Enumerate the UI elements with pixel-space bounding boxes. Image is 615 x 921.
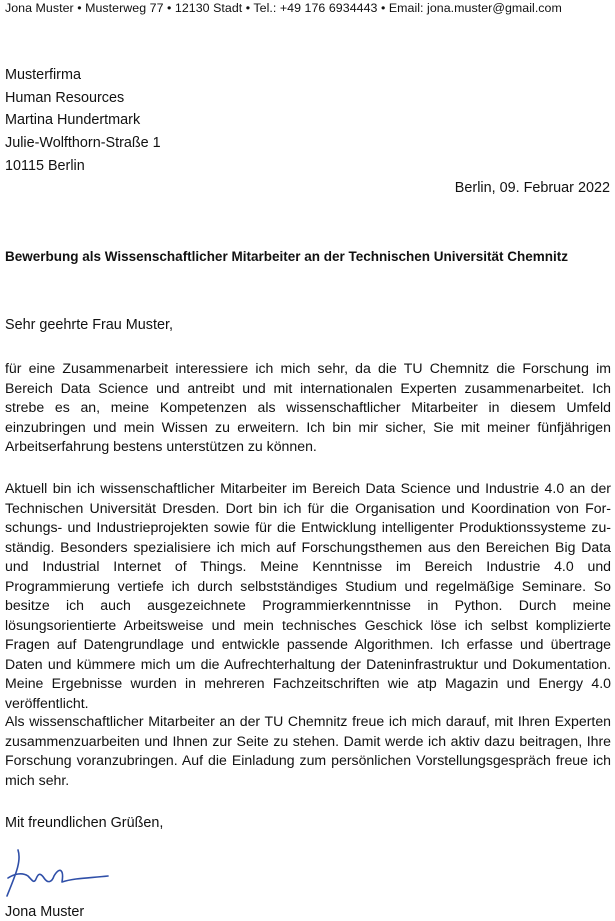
signer-name: Jona Muster xyxy=(5,904,85,920)
salutation: Sehr geehrte Frau Muster, xyxy=(5,317,173,333)
paragraph-experience: Aktuell bin ich wissenschaftlicher Mitarbeiter im Bereich Data Science und Industrie 4.0 an der Technischen Universität Dresden. Dort bin ich für die Organisation und Koordination von Forschungs- und Industrieprojekten sowie für die Entwicklung intelligenter Produktionssysteme zuständig. Besonders spezialisiere ich mich auf Forschungsthemen aus den Bereichen Big Data und Industrial Internet of Things. Meine Kenntnisse im Bereich Industrie 4.0 und Programmierung vertiefe ich durch selbstständiges Studium und regelmäßige Seminare. So besitze ich auch ausgezeichnete Programmierkenntnisse in Python. Durch meine lösungsorientierte Arbeitsweise und mein technisches Geschick löse ich selbst komplizierte Fragen auf Datengrundlage und entwickle passende Algorithmen. Ich erfasse und übertrage Daten und kümmere mich um die Aufrechterhaltung der Dateninfrastruktur und Dokumentation. Meine Ergebnisse wurden in mehreren Fachzeitschriften wie atp Magazin und Energy 4.0 veröffentlicht. xyxy=(5,480,611,711)
paragraph-intro: für eine Zusammenarbeit interessiere ich mich sehr, da die TU Chemnitz die Forschung im Bereich Data Science und antreibt und mit internationalen Experten zusammenarbeitet. Ich strebe es an, meine Kompetenzen als wissenschaftlicher Mitarbeiter in diesem Umfeld einzubringen und mein Wissen zu erweitern. Ich bin mir sicher, Sie mit meiner fünfjährigen Arbeitserfahrung bestens unterstützen zu können. xyxy=(5,360,611,454)
paragraph-closing-remarks: Als wissenschaftlicher Mitarbeiter an der TU Chemnitz freue ich mich darauf, mit Ihren Experten zusammenzuarbeiten und Ihnen zur Seite zu stehen. Damit werde ich aktiv dazu beitragen, Ihre Forschung voranzubringen. Auf die Einladung zum persönlichen Vorstellungsgespräch freue ich mich sehr. xyxy=(5,713,611,788)
sender-contact-line: Jona Muster • Musterweg 77 • 12130 Stadt • Tel.: +49 176 6934443 • Email: jona.muster@gmail.com xyxy=(5,1,562,15)
recipient-city: 10115 Berlin xyxy=(5,157,85,174)
recipient-address xyxy=(5,64,161,178)
letter-subject: Bewerbung als Wissenschaftlicher Mitarbeiter an der Technischen Universität Chemnitz xyxy=(5,249,569,264)
recipient-department: Human Resources xyxy=(5,89,125,106)
handwritten-signature xyxy=(4,844,116,902)
closing-phrase: Mit freundlichen Grüßen, xyxy=(5,815,164,831)
recipient-contact: Martina Hundertmark xyxy=(5,112,141,129)
letter-date: Berlin, 09. Februar 2022 xyxy=(454,180,610,196)
recipient-company: Musterfirma xyxy=(5,67,81,83)
recipient-street: Julie-Wolfthorn-Straße 1 xyxy=(5,135,161,152)
